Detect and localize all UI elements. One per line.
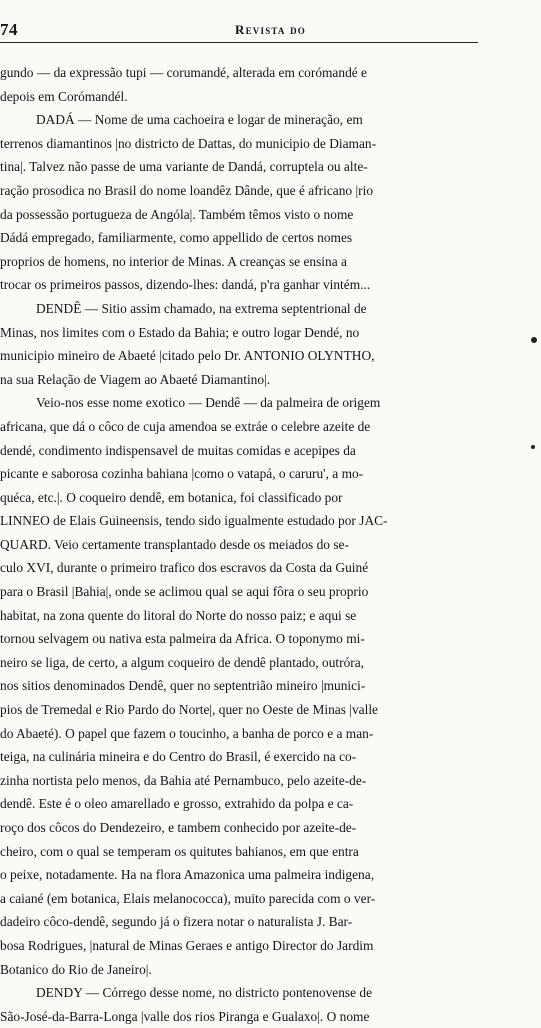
text-line: para o Brasil |Bahia|, onde se aclimou qual se aqui fôra o seu proprio bbox=[0, 584, 369, 600]
text-line: terrenos diamantinos |no districto de Dattas, do municipio de Diaman- bbox=[0, 135, 377, 151]
text-line: nos sitios denominados Dendê, quer no septentrião mineiro |munici- bbox=[0, 678, 366, 694]
text-line: a caiané (em botanica, Elais melanococca), muito parecida com o ver- bbox=[0, 890, 376, 906]
text-line: tornou selvagem ou nativa esta palmeira da Africa. O toponymo mi- bbox=[0, 631, 365, 647]
text-line: proprios de homens, no interior de Minas. A creanças se ensina a bbox=[0, 253, 347, 269]
text-line: DENDY — Córrego desse nome, no districto pontenovense de bbox=[36, 985, 373, 1001]
text-line: teiga, na culinária mineira e do Centro do Brasil, é exercido na co- bbox=[0, 749, 357, 765]
text-line: DENDÊ — Sitio assim chamado, na extrema septentrional de bbox=[36, 300, 367, 316]
margin-ink-dot bbox=[531, 445, 535, 449]
page-header bbox=[0, 20, 541, 44]
text-line: dadeiro côco-dendê, segundo já o fizera notar o naturalista J. Bar- bbox=[0, 914, 353, 930]
text-line: dendê. Este é o oleo amarellado e grosso, extrahido da polpa e ca- bbox=[0, 796, 354, 812]
text-line: quéca, etc.|. O coqueiro dendê, em botanica, foi classificado por bbox=[0, 489, 343, 505]
text-line: o peixe, notadamente. Ha na flora Amazonica uma palmeira indigena, bbox=[0, 867, 375, 883]
text-line: trocar os primeiros passos, dizendo-lhes: dandá, p'ra ganhar vintém... bbox=[0, 277, 371, 293]
text-line: LINNEO de Elais Guineensis, tendo sido igualmente estudado por JAC- bbox=[0, 513, 388, 529]
margin-ink-dot bbox=[531, 337, 537, 343]
text-line: culo XVI, durante o primeiro trafico dos escravos da Costa da Guiné bbox=[0, 560, 369, 576]
text-line: pios de Tremedal e Rio Pardo do Norte|, quer no Oeste de Minas |valle bbox=[0, 702, 378, 718]
text-line: depois em Corómandél. bbox=[0, 88, 128, 104]
page-number: 74 bbox=[0, 20, 18, 39]
text-line: QUARD. Veio certamente transplantado desde os meiados do se- bbox=[0, 536, 349, 552]
text-line: Botanico do Rio de Janeiro|. bbox=[0, 961, 152, 977]
text-line: zinha nortista pelo menos, da Bahia até Pernambuco, pelo azeite-de- bbox=[0, 772, 367, 788]
text-line: habitat, na zona quente do litoral do Norte do nosso paiz; e aqui se bbox=[0, 607, 357, 623]
header-rule bbox=[0, 42, 478, 43]
running-head: Revista do bbox=[235, 22, 306, 37]
text-line: neiro se liga, de certo, a algum coqueiro de dendê plantado, outróra, bbox=[0, 654, 365, 670]
text-line: tina|. Talvez não passe de uma variante de Dandá, corruptela ou alte- bbox=[0, 159, 368, 175]
text-line: gundo — da expressão tupi — corumandé, alterada em corómandé e bbox=[0, 65, 367, 80]
text-line: DADÁ — Nome de uma cachoeira e logar de mineração, em bbox=[36, 112, 363, 128]
text-line: ração prosodica no Brasil do nome loandêz Dânde, que é africano |rio bbox=[0, 182, 374, 198]
text-line: picante e saborosa cozinha bahiana |como o vatapá, o caruru', a mo- bbox=[0, 466, 364, 482]
text-line: africana, que dá o côco de cuja amendoa se extráe o celebre azeite de bbox=[0, 418, 371, 434]
text-line: na sua Relação de Viagem ao Abaeté Diamantino|. bbox=[0, 371, 271, 387]
body-text bbox=[0, 61, 466, 1028]
text-line: Dádá empregado, familiarmente, como appellido de certos nomes bbox=[0, 230, 353, 246]
text-line: Minas, nos limites com o Estado da Bahia; e outro logar Dendé, no bbox=[0, 324, 360, 340]
text-line: cheiro, com o qual se temperam os quitutes bahianos, em que entra bbox=[0, 843, 359, 859]
text-line: municipio mineiro de Abaeté |citado pelo Dr. ANTONIO OLYNTHO, bbox=[0, 348, 375, 364]
text-line: dendé, condimento indispensavel de muitas comidas e acepipes da bbox=[0, 442, 356, 458]
text-line: bosa Rodrigues, |natural de Minas Geraes e antigo Director do Jardim bbox=[0, 937, 374, 953]
text-line: roço dos côcos do Dendezeiro, e tambem conhecido por azeite-de- bbox=[0, 820, 357, 835]
text-line: da possessão portugueza de Angóla|. Também têmos visto o nome bbox=[0, 206, 354, 222]
text-line: Veio-nos esse nome exotico — Dendê — da palmeira de origem bbox=[36, 395, 381, 411]
text-line: São-José-da-Barra-Longa |valle dos rios Piranga e Gualaxo|. O nome bbox=[0, 1008, 370, 1024]
text-line: do Abaeté). O papel que fazem o toucinho, a banha de porco e a man- bbox=[0, 725, 374, 741]
